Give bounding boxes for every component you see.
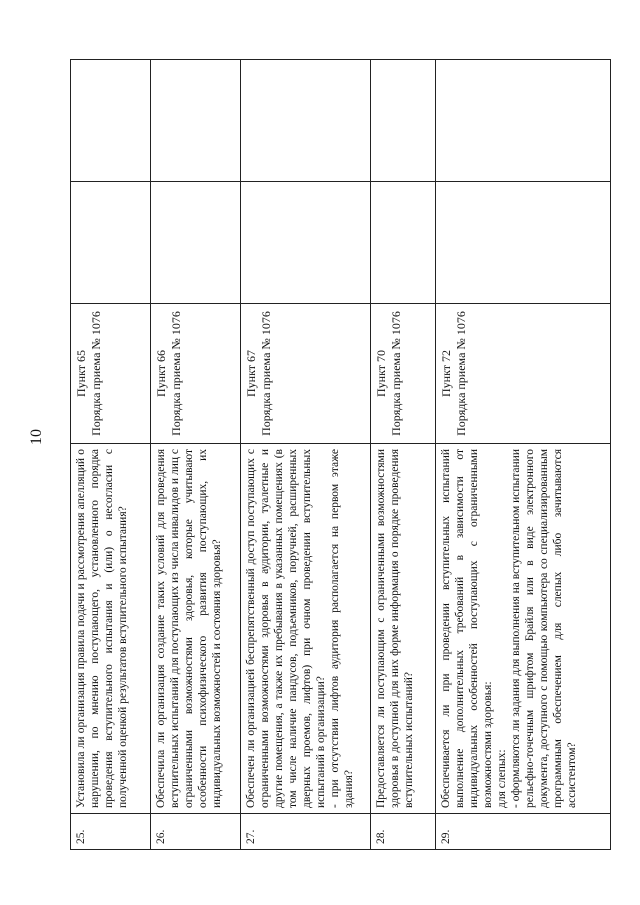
notes-cell[interactable]: [371, 60, 436, 182]
answer-cell[interactable]: [151, 182, 241, 304]
ref-point: Пункт 70: [374, 350, 388, 398]
row-number: 29.: [436, 814, 611, 850]
question-text: Обеспечила ли организация создание таких условий для проведения вступительных испытаний для поступающих из числа инвалидов и лиц с ограниченными возможностями здоровья, которые учитывают особенности психофизического развития поступающих, их индивидуальных возможностей и состояния здоровья?: [155, 449, 223, 808]
table-row: [436, 60, 611, 850]
reference-cell: [436, 304, 611, 444]
ref-order: Порядка приема № 1076: [89, 311, 103, 436]
answer-cell[interactable]: [71, 182, 151, 304]
question-cell: [436, 444, 611, 814]
reference-cell: [241, 304, 371, 444]
ref-order: Порядка приема № 1076: [389, 311, 403, 436]
question-text: Предоставляется ли поступающим с ограниченными возможностями здоровья в доступной для них форме информация о порядке проведения вступительных испытаний?: [375, 449, 415, 808]
notes-cell[interactable]: [241, 60, 371, 182]
reference-cell: [151, 304, 241, 444]
question-text: Обеспечивается ли при проведении вступительных испытаний выполнение дополнительных требований в зависимости от индивидуальных особенностей поступающих с ограниченными возможностями здоровья:: [440, 449, 494, 808]
notes-cell[interactable]: [151, 60, 241, 182]
answer-cell[interactable]: [371, 182, 436, 304]
table-row: [371, 60, 436, 850]
reference-cell: [71, 304, 151, 444]
ref-point: Пункт 66: [154, 350, 168, 398]
ref-point: Пункт 72: [439, 350, 453, 398]
notes-cell[interactable]: [71, 60, 151, 182]
question-text: Обеспечен ли организацией беспрепятственный доступ поступающих с ограниченными возможностями здоровья в аудитории, туалетные и другие помещения, а также их пребывания в указанных помещениях (в том числе наличие пандусов, подъемников, поручней, расширенных дверных проемов, лифтов) при очном проведении вступительных испытаний в организации?: [245, 449, 327, 808]
row-number: 27.: [241, 814, 371, 850]
ref-order: Порядка приема № 1076: [169, 311, 183, 436]
ref-point: Пункт 65: [74, 350, 88, 398]
checklist-table: [70, 60, 610, 850]
row-number: 26.: [151, 814, 241, 850]
question-text-extra: - при отсутствии лифтов аудитория располагается на первом этаже здания?: [329, 449, 355, 808]
question-cell: [71, 444, 151, 814]
ref-order: Порядка приема № 1076: [259, 311, 273, 436]
row-number: 28.: [371, 814, 436, 850]
question-text-extra: для слепых:: [496, 749, 508, 808]
answer-cell[interactable]: [241, 182, 371, 304]
question-cell: [241, 444, 371, 814]
ref-order: Порядка приема № 1076: [454, 311, 468, 436]
table-row: [71, 60, 151, 850]
question-cell: [371, 444, 436, 814]
ref-point: Пункт 67: [244, 350, 258, 398]
question-text-extra2: - оформляются ли задания для выполнения на вступительном испытании рельефно-точечным шрифтом Брайля или в виде электронного документа, доступного с помощью компьютера со специализированным программным обеспечением для слепых либо зачитываются ассистентом?: [510, 449, 578, 808]
question-cell: [151, 444, 241, 814]
question-text: Установила ли организация правила подачи и рассмотрения апелляций о нарушении, по мнению поступающего, установленного порядка проведения вступительного испытания и (или) о несогласии с полученной оценкой результатов вступительного испытания?: [75, 449, 129, 808]
page-number: 10: [28, 429, 45, 445]
notes-cell[interactable]: [436, 60, 611, 182]
table-row: [241, 60, 371, 850]
table-row: [151, 60, 241, 850]
reference-cell: [371, 304, 436, 444]
row-number: 25.: [71, 814, 151, 850]
answer-cell[interactable]: [436, 182, 611, 304]
